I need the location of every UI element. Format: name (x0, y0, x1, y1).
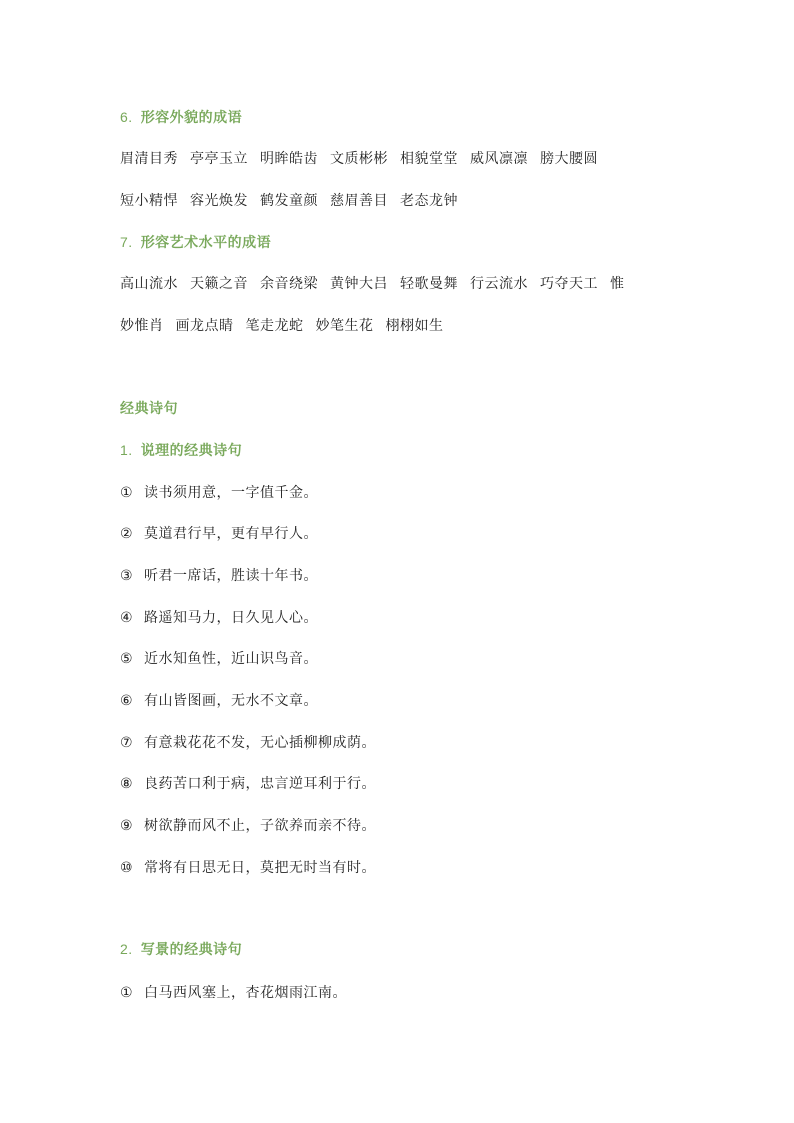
item-marker: ① (120, 985, 134, 1001)
idiom: 高山流水 (120, 276, 178, 292)
subsection-title: 说理的经典诗句 (140, 443, 243, 459)
poem-text: 有意栽花花不发，无心插柳柳成荫。 (144, 735, 376, 751)
poem-line (120, 525, 318, 543)
subsection-number: 2. (120, 941, 133, 957)
poem-line (120, 984, 347, 1002)
poem-line (120, 817, 376, 835)
poem-line (120, 650, 318, 668)
poem-text: 路遥知马力，日久见人心。 (144, 610, 318, 626)
idiom: 妙笔生花 (315, 318, 374, 334)
idiom: 相貌堂堂 (400, 151, 458, 167)
idiom: 亭亭玉立 (190, 151, 248, 167)
section-7-heading (120, 233, 271, 252)
poem-line (120, 567, 318, 585)
poem-line (120, 484, 318, 502)
item-marker: ⑨ (120, 818, 134, 834)
poem-line (120, 775, 376, 793)
poem-line (120, 692, 318, 710)
poem-text: 常将有日思无日，莫把无时当有时。 (144, 860, 376, 876)
idiom: 鹤发童颜 (260, 193, 318, 209)
idiom-line (120, 317, 456, 335)
idiom: 笔走龙蛇 (245, 318, 304, 334)
idiom: 明眸皓齿 (260, 151, 318, 167)
poem-text: 莫道君行早，更有早行人。 (144, 526, 318, 542)
idiom-line (120, 275, 637, 293)
poem-text: 白马西风塞上，杏花烟雨江南。 (144, 985, 347, 1001)
item-marker: ④ (120, 610, 134, 626)
poem-line (120, 859, 376, 877)
subsection-title: 写景的经典诗句 (140, 942, 243, 958)
idiom: 栩栩如生 (385, 318, 444, 334)
idiom: 短小精悍 (120, 193, 178, 209)
section-number: 7. (120, 234, 133, 250)
item-marker: ⑦ (120, 735, 134, 751)
poem-text: 近水知鱼性，近山识鸟音。 (144, 651, 318, 667)
idiom: 黄钟大吕 (330, 276, 388, 292)
poem-text: 读书须用意，一字值千金。 (144, 485, 318, 501)
poem-line (120, 734, 376, 752)
section-6-heading (120, 108, 242, 127)
idiom: 容光焕发 (190, 193, 248, 209)
item-marker: ⑥ (120, 693, 134, 709)
poem-text: 有山皆图画，无水不文章。 (144, 693, 318, 709)
idiom-line (120, 192, 470, 210)
idiom: 慈眉善目 (330, 193, 388, 209)
section-title: 形容艺术水平的成语 (140, 235, 272, 251)
item-marker: ③ (120, 568, 134, 584)
idiom-line (120, 150, 610, 168)
poem-line (120, 609, 318, 627)
item-marker: ⑤ (120, 651, 134, 667)
idiom: 膀大腰圆 (540, 151, 598, 167)
poem-text: 听君一席话，胜读十年书。 (144, 568, 318, 584)
poem-text: 良药苦口利于病，忠言逆耳利于行。 (144, 776, 376, 792)
subsection-number: 1. (120, 442, 133, 458)
subsection-1-heading (120, 441, 242, 460)
subsection-2-heading (120, 940, 242, 959)
idiom: 余音绕梁 (260, 276, 318, 292)
idiom: 天籁之音 (190, 276, 248, 292)
idiom: 威风凛凛 (470, 151, 528, 167)
poem-text: 树欲静而风不止，子欲养而亲不待。 (144, 818, 376, 834)
idiom: 眉清目秀 (120, 151, 178, 167)
idiom: 老态龙钟 (400, 193, 458, 209)
classic-poems-title: 经典诗句 (120, 401, 178, 417)
idiom: 行云流水 (470, 276, 528, 292)
item-marker: ① (120, 485, 134, 501)
item-marker: ② (120, 526, 134, 542)
item-marker: ⑩ (120, 860, 134, 876)
idiom: 巧夺天工 (540, 276, 598, 292)
idiom: 惟 (610, 276, 625, 292)
section-title: 形容外貌的成语 (140, 110, 243, 126)
item-marker: ⑧ (120, 776, 134, 792)
idiom: 文质彬彬 (330, 151, 388, 167)
idiom: 轻歌曼舞 (400, 276, 458, 292)
idiom: 画龙点睛 (175, 318, 234, 334)
idiom: 妙惟肖 (120, 318, 164, 334)
section-number: 6. (120, 109, 133, 125)
